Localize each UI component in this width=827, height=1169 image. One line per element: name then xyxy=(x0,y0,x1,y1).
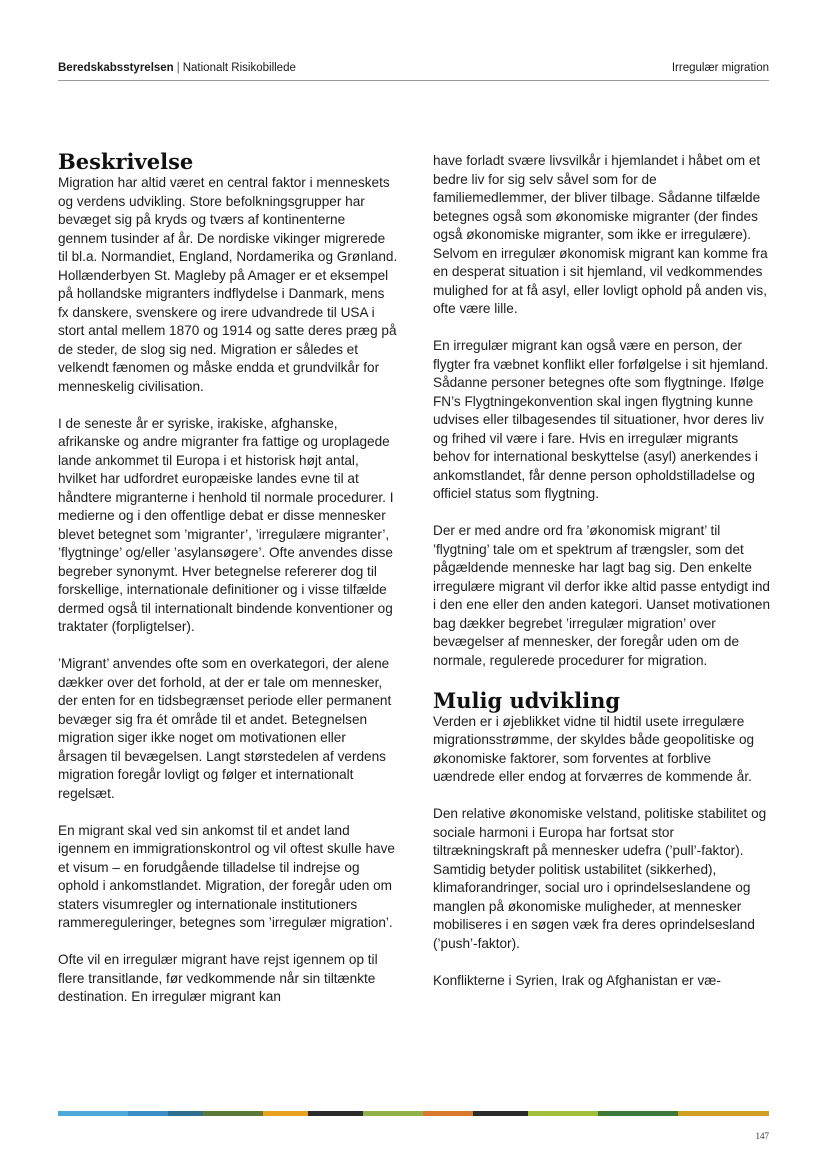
paragraph: ’Migrant’ anvendes ofte som en overkategori, der alene dækker over det forhold, at der er tale om mennesker, der enten for en tidsbegrænset periode eller permanent bevæger sig fra ét område til et andet. Betegnelsen migration siger ikke noget om motivationen eller årsagen til bevægelsen. Langt størstedelen af verdens migration foregår lovligt og følger et internationalt regelsæt. xyxy=(58,656,392,801)
footer-bar-segment xyxy=(58,1111,128,1116)
paragraph: Der er med andre ord fra ’økonomisk migrant’ til ’flygtning’ tale om et spektrum af trængsler, som det pågældende menneske har lagt bag sig. Den enkelte irregulære migrant vil derfor ikke altid passe entydigt ind i den ene eller den anden kategori. Uanset motivationen bag dækker begrebet ’irregulær migration’ over bevægelser af mennesker, der foregår uden om de normale, regulerede procedurer for migration. xyxy=(433,523,771,668)
footer-bar-segment xyxy=(203,1111,263,1116)
paragraph: have forladt svære livsvilkår i hjemlandet i håbet om et bedre liv for sig selv såvel som for de familiemedlemmer, der bliver tilbage. Sådanne tilfælde betegnes også som økonomiske migranter (der findes også økonomiske migranter, som ikke er irregulære). Selvom en irregulær økonomisk migrant kan komme fra en desperat situation i sit hjemland, vil vedkommendes mulighed for at få asyl, eller lovligt ophold på anden vis, ofte være lille. xyxy=(433,153,768,316)
footer-bar-segment xyxy=(678,1111,769,1116)
footer-bar-segment xyxy=(473,1111,528,1116)
header-org: Beredskabsstyrelsen xyxy=(58,62,174,74)
paragraph: I de seneste år er syriske, irakiske, afghanske, afrikanske og andre migranter fra fattige og uroplagede lande ankommet til Europa i et historisk højt antal, hvilket har udfordret europæiske landes evne til at håndtere migranterne i henhold til normale procedurer. I medierne og i den offentlige debat er disse mennesker blevet betegnet som ’migranter’, ’irregulære migranter’, ’flygtninge’ og/eller ’asylansøgere’. Ofte anvendes disse begreber synonymt. Hver betegnelse refererer dog til forskellige, internationale definitioner og i visse tilfælde dermed også til internationalt bindende konventioner og traktater (forpligtelser). xyxy=(58,415,394,634)
header-divider xyxy=(58,80,769,81)
footer-bar-segment xyxy=(128,1111,168,1116)
header-separator: | xyxy=(176,62,180,74)
running-header xyxy=(58,62,769,80)
paragraph: Migration har altid været en central faktor i menneskets og verdens udvikling. Store befolkningsgrupper har bevæget sig på kryds og tværs af kontinenterne gennem tusinder af år. De nordiske vikinger migrerede til bl.a. Normandiet, England, Nordamerika og Grønland. Hollænderbyen St. Magleby på Amager er et eksempel på hollandske migranters indflydelse i Danmark, mens fx danskere, svenskere og irere udvandrede til USA i stort antal mellem 1870 og 1914 og satte deres præg på de steder, de slog sig ned. Migration er således et velkendt fænomen og måske endda et grundvilkår for menneskelig civilisation. xyxy=(58,175,398,394)
header-report: Nationalt Risikobillede xyxy=(182,62,296,74)
paragraph: En migrant skal ved sin ankomst til et andet land igennem en immigrationskontrol og vil oftest skulle have et visum – en forudgående tilladelse til indrejse og ophold i ankomstlandet. Migration, der foregår uden om staters visumregler og internationale institutioners rammereguleringer, betegnes som ’irregulær migration’. xyxy=(58,822,395,930)
header-left xyxy=(58,62,296,74)
paragraph: En irregulær migrant kan også være en person, der flygter fra væbnet konflikt eller forfølgelse i sit hjemland. Sådanne personer betegnes ofte som flygtninge. Ifølge FN’s Flygtningekonvention skal ingen flygtning kunne udvises eller tilbagesendes til situationer, hvor deres liv og frihed vil være i fare. Hvis en irregulær migrants behov for international beskyttelse (asyl) anerkendes i ankomstlandet, får denne person opholdstilladelse og officiel status som flygtning. xyxy=(433,338,769,501)
footer-bar-segment xyxy=(168,1111,203,1116)
right-column xyxy=(433,152,773,1009)
heading-mulig-udvikling: Mulig udvikling xyxy=(433,687,621,713)
footer-bar-segment xyxy=(598,1111,678,1116)
footer-bar-segment xyxy=(528,1111,598,1116)
page-number: 147 xyxy=(755,1131,769,1141)
left-column xyxy=(58,150,398,1025)
paragraph: Ofte vil en irregulær migrant have rejst igennem op til flere transitlande, før vedkommende når sin tiltænkte destination. En irregulær migrant kan xyxy=(58,952,378,1004)
footer-color-bar xyxy=(58,1111,769,1116)
footer-bar-segment xyxy=(263,1111,308,1116)
heading-beskrivelse: Beskrivelse xyxy=(58,149,194,174)
header-section: Irregulær migration xyxy=(671,62,769,74)
paragraph: Verden er i øjeblikket vidne til hidtil usete irregulære migrationsstrømme, der skyldes både geopolitiske og økonomiske faktorer, som forventes at forblive uændrede eller endog at forværres de kommende år. xyxy=(433,713,755,784)
footer-bar-segment xyxy=(363,1111,423,1116)
footer-bar-segment xyxy=(308,1111,363,1116)
footer-bar-segment xyxy=(423,1111,473,1116)
paragraph: Konflikterne i Syrien, Irak og Afghanistan er væ- xyxy=(433,972,721,988)
paragraph: Den relative økonomiske velstand, politiske stabilitet og sociale harmoni i Europa har fortsat stor tiltrækningskraft på mennesker udefra (’pull’-faktor). Samtidig betyder politisk ustabilitet (sikkerhed), klimaforandringer, social uro i oprindelseslandene og manglen på økonomiske muligheder, at mennesker mobiliseres i en søgen væk fra deres oprindelsesland (’push’-faktor). xyxy=(433,806,767,951)
